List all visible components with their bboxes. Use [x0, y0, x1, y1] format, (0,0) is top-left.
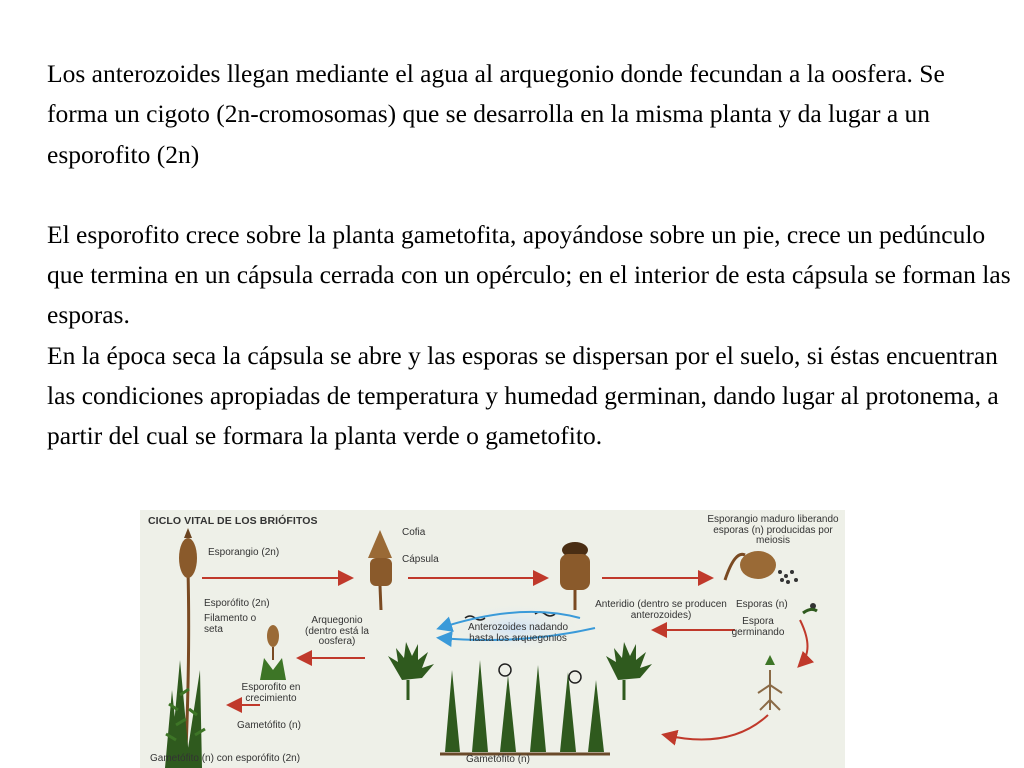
- archegonium-moss: [388, 642, 434, 700]
- label-esporofito-crecimiento: Esporofito en crecimiento: [241, 682, 301, 704]
- label-gametofito: Gametófito (n): [237, 720, 301, 731]
- antheridium-moss: [606, 642, 652, 700]
- label-espora-germinando: Espora germinando: [731, 616, 785, 638]
- spores: [803, 603, 817, 613]
- label-cofia: Cofia: [402, 527, 426, 538]
- diagram-title: CICLO VITAL DE LOS BRIÓFITOS: [148, 515, 318, 527]
- open-capsule: [560, 542, 590, 610]
- label-esporofito: Esporófito (2n): [204, 598, 270, 609]
- moss-with-sporophyte: [165, 528, 205, 768]
- paragraph-esporofito: El esporofito crece sobre la planta gametofita, apoyándose sobre un pie, crece un pedúnculo que termina en un cápsula cerrada con un opérculo; en el interior de esta cápsula se forman las esporas.: [47, 219, 1011, 330]
- label-gametofito-esporofito: Gametófito (n) con esporófito (2n): [150, 753, 301, 764]
- life-cycle-diagram: [140, 510, 845, 768]
- germinating-spore: [758, 655, 782, 710]
- label-capsula: Cápsula: [402, 554, 439, 565]
- label-gametofito-bottom: Gametófito (n): [466, 754, 530, 765]
- label-anterozoides: Anterozoides nadando hasta los arquegonios: [467, 622, 569, 644]
- label-filamento: Filamento o seta: [204, 613, 257, 635]
- gametophyte-cluster: [440, 660, 610, 754]
- label-esporangio: Esporangio (2n): [208, 547, 280, 558]
- paragraph-fecundacion: Los anterozoides llegan mediante el agua al arquegonio donde fecundan a la oosfera. Se forma un cigoto (2n-cromosomas) que se desarrolla en la misma planta y da lugar a un esporofito (2n): [47, 59, 945, 169]
- label-arquegonio: Arquegonio (dentro está la oosfera): [305, 615, 369, 647]
- label-esporas: Esporas (n): [736, 599, 788, 610]
- mature-sporangium: [725, 551, 798, 584]
- capsule-cofia: [368, 530, 392, 610]
- paragraph-dispersion: En la época seca la cápsula se abre y las esporas se dispersan por el suelo, si éstas encuentran las condiciones apropiadas de temperatura y humedad germinan, dando lugar al protonema, a partir del cual se formara la planta verde o gametofito.: [47, 340, 999, 451]
- slide-text: [47, 54, 1012, 457]
- label-anteridio: Anteridio (dentro se producen anterozoides): [595, 599, 727, 621]
- label-esporangio-maduro: Esporangio maduro liberando esporas (n) producidas por meiosis: [707, 514, 839, 546]
